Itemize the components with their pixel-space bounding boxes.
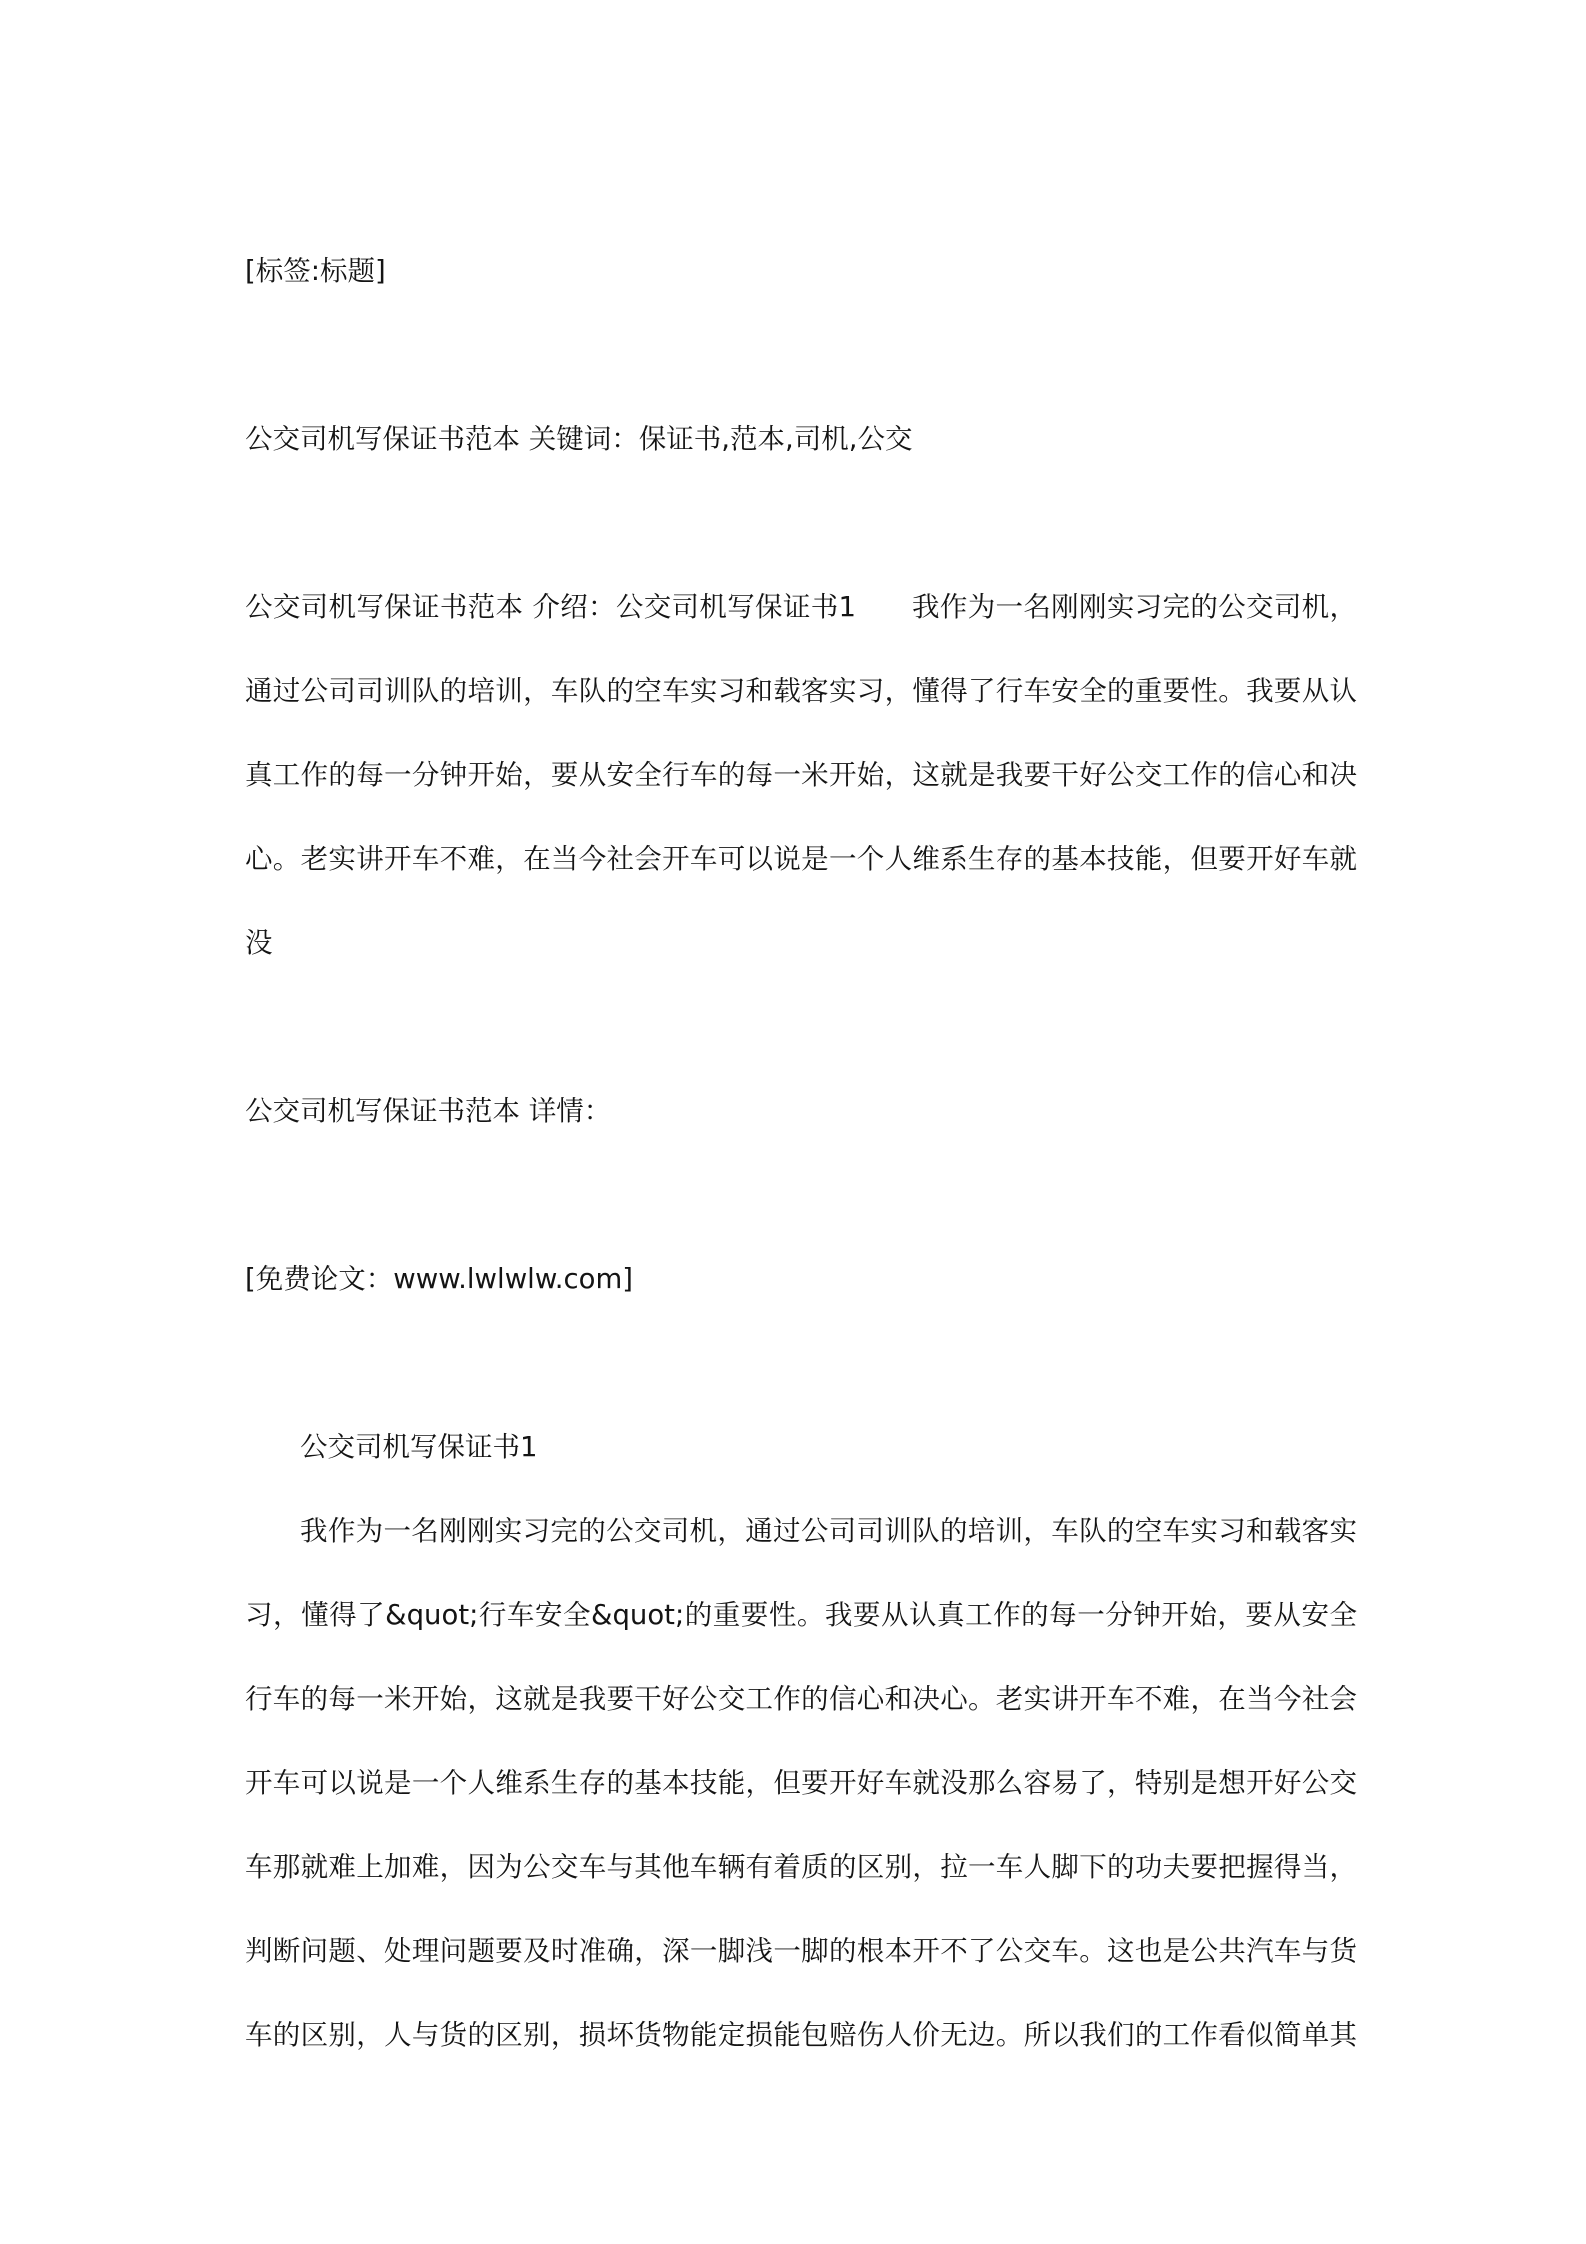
article-title-paragraph — [245, 1405, 1357, 1489]
intro-line: 心。老实讲开车不难，在当今社会开车可以说是一个人维系生存的基本技能，但要开好车就 — [245, 843, 1357, 875]
source-line: [免费论文：www.lwlwlw.com] — [245, 1263, 633, 1295]
source-paragraph — [245, 1237, 1357, 1321]
intro-line: 通过公司司训队的培训，车队的空车实习和载客实习，懂得了行车安全的重要性。我要从认 — [245, 675, 1357, 707]
intro-line: 真工作的每一分钟开始，要从安全行车的每一米开始，这就是我要干好公交工作的信心和决 — [245, 759, 1357, 791]
tag-line: [标签:标题] — [245, 255, 386, 287]
document-body — [245, 229, 1357, 2161]
intro-paragraph — [245, 565, 1357, 985]
article-line: 开车可以说是一个人维系生存的基本技能，但要开好车就没那么容易了，特别是想开好公交 — [245, 1767, 1357, 1799]
keywords-paragraph — [245, 397, 1357, 481]
details-paragraph — [245, 1069, 1357, 1153]
article-line: 车那就难上加难，因为公交车与其他车辆有着质的区别，拉一车人脚下的功夫要把握得当， — [245, 1851, 1357, 1883]
intro-line: 公交司机写保证书范本 介绍：公交司机写保证书1 我作为一名刚刚实习完的公交司机， — [245, 591, 1357, 623]
article-line: 车的区别，人与货的区别，损坏货物能定损能包赔伤人价无边。所以我们的工作看似简单其 — [245, 2019, 1357, 2051]
article-paragraph — [245, 1489, 1357, 2077]
tag-paragraph — [245, 229, 1357, 313]
article-title: 公交司机写保证书1 — [300, 1431, 538, 1463]
intro-line: 没 — [245, 927, 273, 959]
article-line: 习，懂得了&quot;行车安全&quot;的重要性。我要从认真工作的每一分钟开始，要从安全 — [245, 1599, 1357, 1631]
keywords-line: 公交司机写保证书范本 关键词：保证书,范本,司机,公交 — [245, 423, 913, 455]
article-line: 行车的每一米开始，这就是我要干好公交工作的信心和决心。老实讲开车不难，在当今社会 — [245, 1683, 1357, 1715]
details-heading: 公交司机写保证书范本 详情： — [245, 1095, 612, 1127]
article-line: 判断问题、处理问题要及时准确，深一脚浅一脚的根本开不了公交车。这也是公共汽车与货 — [245, 1935, 1357, 1967]
article-line: 我作为一名刚刚实习完的公交司机，通过公司司训队的培训，车队的空车实习和载客实 — [300, 1515, 1357, 1547]
